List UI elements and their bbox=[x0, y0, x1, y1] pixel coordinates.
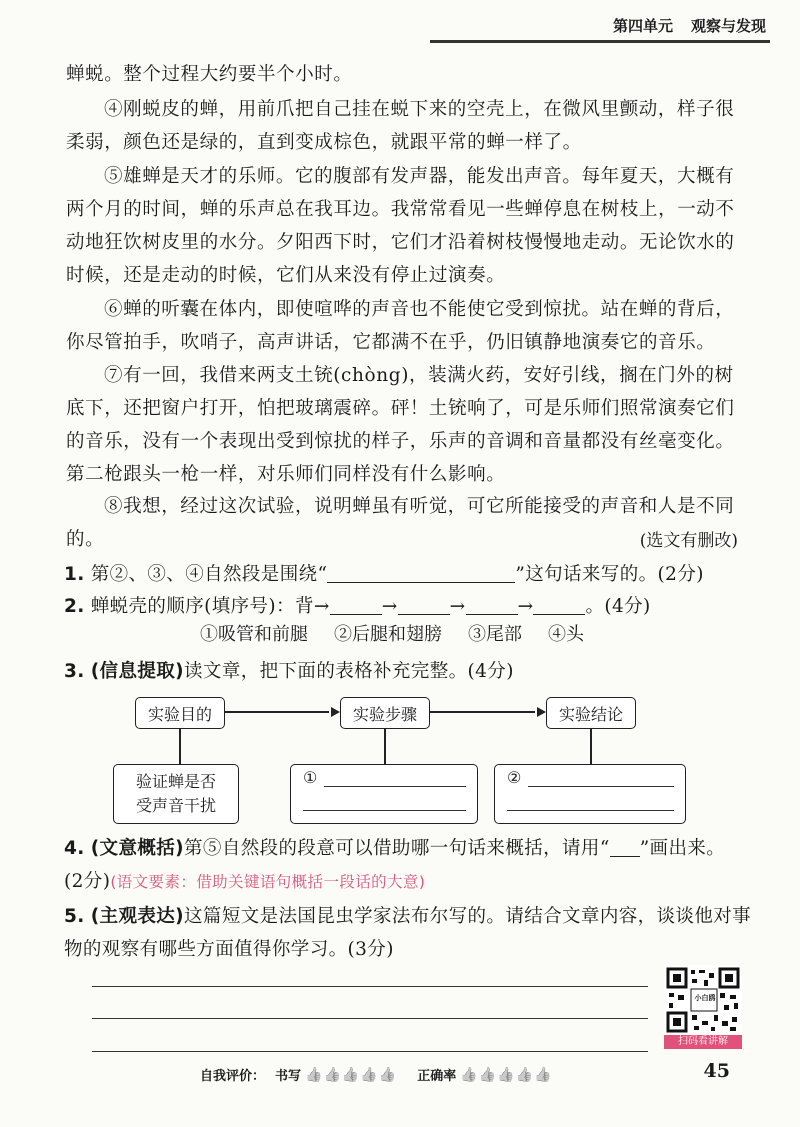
passage-paragraph-4: ④刚蜕皮的蝉，用前爪把自己挂在蜕下来的空壳上，在微风里颤动，样子很柔弱，颜色还是绿的，直到变成棕色，就跟平常的蝉一样了。 bbox=[66, 99, 735, 153]
thumb-icon[interactable]: 👍 bbox=[323, 1066, 342, 1083]
thumb-icon[interactable]: 👍 bbox=[360, 1066, 379, 1083]
unit-label: 第四单元 bbox=[612, 16, 673, 35]
thumb-icon[interactable]: 👍 bbox=[515, 1066, 534, 1083]
passage-paragraph-7: ⑦有一回，我借来两支土铳(chòng)，装满火药，安好引线，搁在门外的树底下，还把窗户打开，怕把玻璃震碎。砰！土铳响了，可是乐师们照常演奏它们的音乐，没有一个表现出受到惊扰的样子，乐声的音调和音量都没有丝毫变化。第二枪跟头一枪一样，对乐师们同样没有什么影响。 bbox=[66, 365, 735, 485]
q2-blank-1[interactable] bbox=[330, 594, 382, 615]
box-experiment-conclusion: 实验结论 bbox=[546, 697, 636, 729]
passage-paragraph-8: ⑧我想，经过这次试验，说明蝉虽有听觉，可它所能接受的声音和人是不同的。 bbox=[66, 496, 735, 550]
thumb-icon[interactable]: 👍 bbox=[305, 1066, 324, 1083]
q2-option: ④头 bbox=[548, 624, 584, 645]
q2-option: ①吸管和前腿 bbox=[200, 624, 308, 645]
qr-code[interactable] bbox=[664, 965, 742, 1049]
steps-answer-line[interactable] bbox=[324, 786, 466, 787]
thumb-icon[interactable]: 👍 bbox=[478, 1066, 498, 1083]
steps-answer-line[interactable] bbox=[303, 810, 466, 811]
underline-sample bbox=[610, 844, 640, 857]
writing-rating bbox=[305, 1067, 397, 1083]
self-evaluation bbox=[200, 1065, 552, 1084]
conclusion-answer-line[interactable] bbox=[528, 786, 674, 787]
q2-blank-2[interactable] bbox=[398, 594, 450, 615]
arrow-icon bbox=[331, 707, 340, 717]
flow-connector bbox=[590, 728, 592, 764]
thumb-icon[interactable]: 👍 bbox=[378, 1066, 398, 1083]
flow-connector bbox=[384, 728, 386, 764]
flow-connector bbox=[179, 728, 181, 764]
question-1: 1. 第②、③、④自然段是围绕“ ”这句话来写的。(2分) bbox=[64, 564, 704, 585]
page-number: 45 bbox=[703, 1060, 730, 1082]
unit-title: 观察与发现 bbox=[690, 16, 766, 35]
flow-connector bbox=[430, 711, 535, 713]
passage-paragraph-5: ⑤雄蝉是天才的乐师。它的腹部有发声器，能发出声音。每年夏天，大概有两个月的时间，蝉的乐声总在我耳边。我常常看见一些蝉停息在树枝上，一动不动地狂饮树皮里的水分。夕阳西下时，它们才沿着树枝慢慢地走动。无论饮水的时候，还是走动的时候，它们从来没有停止过演奏。 bbox=[66, 166, 735, 286]
accuracy-rating bbox=[460, 1067, 552, 1083]
steps-marker: ① bbox=[303, 768, 318, 787]
question-5: 5. (主观表达)这篇短文是法国昆虫学家法布尔写的。请结合文章内容，谈谈他对事物的观察有哪些方面值得你学习。(3分) bbox=[64, 906, 752, 960]
q2-option: ③尾部 bbox=[468, 624, 522, 645]
qr-caption: 扫码看讲解 bbox=[664, 1035, 742, 1049]
header-divider bbox=[430, 40, 770, 43]
conclusion-marker: ② bbox=[507, 768, 522, 787]
page-header bbox=[613, 6, 766, 44]
box-experiment-purpose: 实验目的 bbox=[135, 697, 225, 729]
q2-blank-4[interactable] bbox=[533, 594, 585, 615]
thumb-icon[interactable]: 👍 bbox=[341, 1066, 361, 1083]
thumb-icon[interactable]: 👍 bbox=[497, 1066, 516, 1083]
flow-connector bbox=[225, 711, 329, 713]
q2-options bbox=[200, 620, 584, 646]
box-experiment-steps: 实验步骤 bbox=[340, 697, 430, 729]
self-eval-label: 自我评价： bbox=[200, 1069, 266, 1084]
qr-label: 小白鸥 bbox=[694, 994, 716, 1002]
question-3: 3. (信息提取)读文章，把下面的表格补充完整。(4分) bbox=[64, 661, 514, 682]
q1-answer-blank[interactable] bbox=[327, 562, 515, 583]
q5-answer-line[interactable] bbox=[92, 1018, 648, 1019]
conclusion-answer-line[interactable] bbox=[507, 810, 674, 811]
passage-paragraph-continued: 蝉蜕。整个过程大约要半个小时。 bbox=[66, 64, 353, 85]
skill-hint: (语文要素：借助关键语句概括一段话的大意) bbox=[110, 873, 426, 891]
thumb-icon[interactable]: 👍 bbox=[533, 1066, 553, 1083]
q2-option: ②后腿和翅膀 bbox=[334, 624, 442, 645]
arrow-icon bbox=[537, 707, 546, 717]
thumb-icon[interactable]: 👍 bbox=[460, 1066, 479, 1083]
passage-paragraph-6: ⑥蝉的听囊在体内，即使喧哗的声音也不能使它受到惊扰。站在蝉的背后，你尽管拍手，吹哨子，高声讲话，它都满不在乎，仍旧镇静地演奏它的音乐。 bbox=[66, 299, 735, 353]
conclusion-answer-box[interactable] bbox=[494, 764, 686, 824]
purpose-answer-box: 验证蝉是否 受声音干扰 bbox=[113, 764, 239, 824]
q5-answer-line[interactable] bbox=[92, 986, 648, 987]
source-note: (选文有删改) bbox=[639, 531, 738, 551]
writing-label: 书写 bbox=[275, 1069, 302, 1084]
steps-answer-box[interactable] bbox=[290, 764, 478, 824]
q5-answer-line[interactable] bbox=[92, 1051, 648, 1052]
accuracy-label: 正确率 bbox=[417, 1069, 457, 1084]
question-2: 2. 蝉蜕壳的顺序(填序号)：背→ → → → 。(4分) bbox=[64, 596, 651, 617]
q2-blank-3[interactable] bbox=[466, 594, 518, 615]
question-4: 4. (文意概括)第⑤自然段的段意可以借助哪一句话来概括，请用“ ”画出来。 (2分)(语文要素：借助关键语句概括一段话的大意) bbox=[64, 838, 726, 892]
